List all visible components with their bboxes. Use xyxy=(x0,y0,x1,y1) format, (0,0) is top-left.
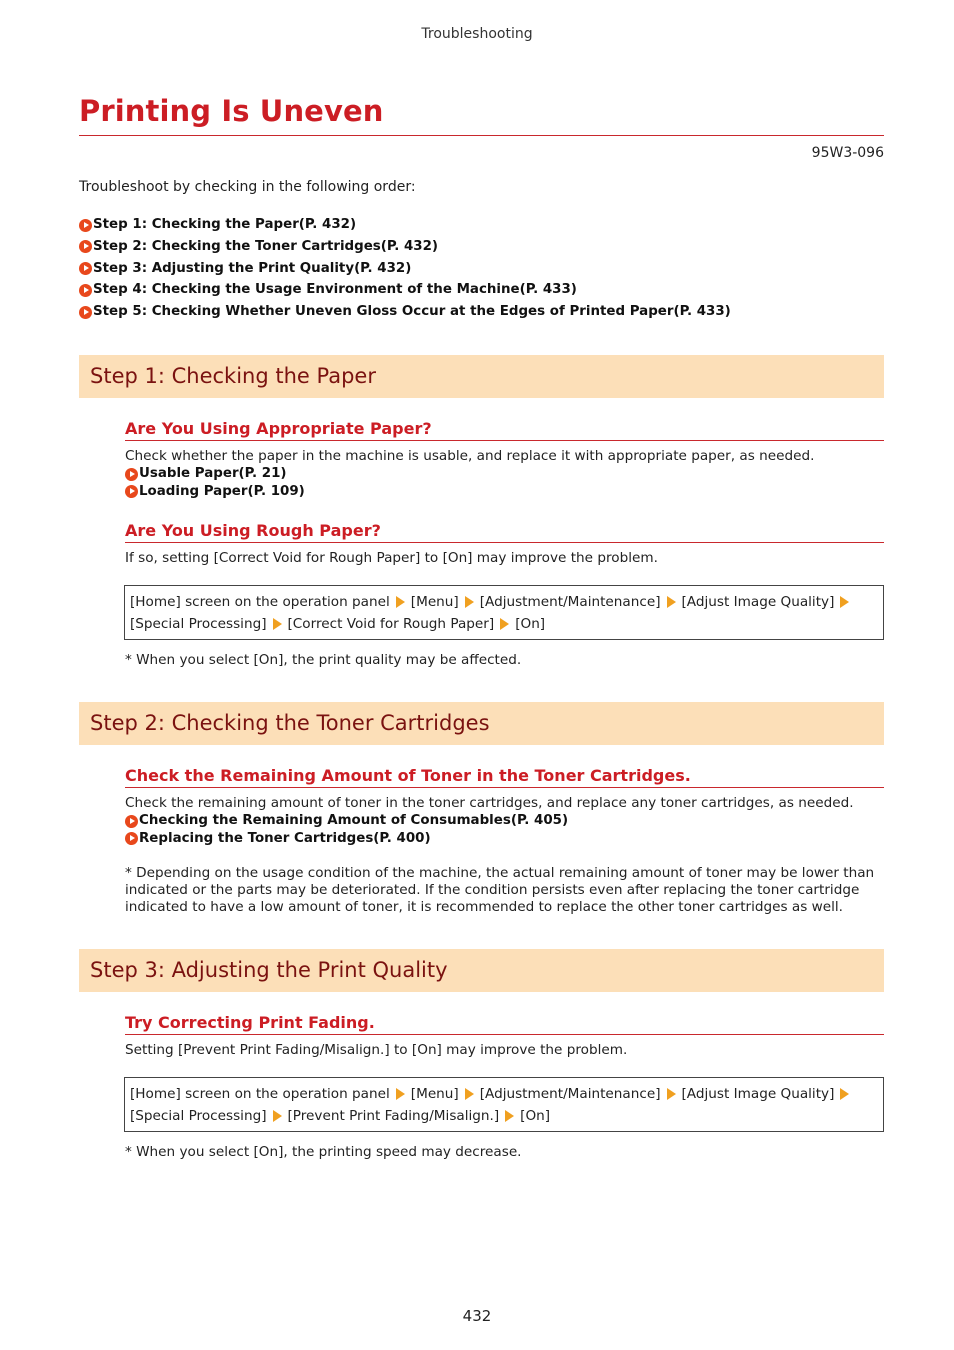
path-step: [Menu] xyxy=(410,1086,459,1102)
page-title: Printing Is Uneven xyxy=(79,94,384,128)
path-arrow-icon xyxy=(465,596,474,608)
appropriate-paper-heading: Are You Using Appropriate Paper? xyxy=(125,419,884,441)
path-arrow-icon xyxy=(465,1088,474,1100)
toner-amount-text: Check the remaining amount of toner in the toner cartridges, and replace any toner cartridges, as needed. xyxy=(125,795,854,811)
path-step: [Special Processing] xyxy=(130,616,267,632)
path-step: [Correct Void for Rough Paper] xyxy=(287,616,495,632)
title-divider xyxy=(79,135,884,136)
step-toc-list xyxy=(79,216,884,325)
rough-paper-heading: Are You Using Rough Paper? xyxy=(125,521,884,543)
note-line: * Depending on the usage condition of the machine, the actual remaining amount of toner may be lower than xyxy=(125,865,875,881)
rough-paper-note: * When you select [On], the print quality may be affected. xyxy=(125,652,522,668)
page-number: 432 xyxy=(462,1307,492,1325)
print-fading-heading: Try Correcting Print Fading. xyxy=(125,1013,884,1035)
step-2-heading: Step 2: Checking the Toner Cartridges xyxy=(90,711,490,735)
link-arrow-icon xyxy=(125,485,138,498)
toc-link-step-5[interactable] xyxy=(79,303,884,325)
toc-link-label: Step 3: Adjusting the Print Quality(P. 432) xyxy=(93,260,412,276)
link-label: Usable Paper(P. 21) xyxy=(139,466,287,481)
appropriate-paper-text: Check whether the paper in the machine is usable, and replace it with appropriate paper, as needed. xyxy=(125,448,815,464)
path-arrow-icon xyxy=(500,618,509,630)
path-step: [Home] screen on the operation panel xyxy=(130,594,390,610)
step-1-band xyxy=(79,355,884,398)
link-arrow-icon xyxy=(79,284,92,297)
path-step: [Adjustment/Maintenance] xyxy=(479,1086,661,1102)
appropriate-paper-links xyxy=(125,465,884,500)
link-arrow-icon xyxy=(125,832,138,845)
link-arrow-icon xyxy=(125,815,138,828)
link-label: Loading Paper(P. 109) xyxy=(139,483,305,499)
path-arrow-icon xyxy=(667,596,676,608)
link-arrow-icon xyxy=(79,240,92,253)
print-fading-note: * When you select [On], the printing speed may decrease. xyxy=(125,1144,522,1160)
intro-text: Troubleshoot by checking in the following order: xyxy=(79,179,416,195)
path-step: [Home] screen on the operation panel xyxy=(130,1086,390,1102)
path-arrow-icon xyxy=(396,596,405,608)
toner-amount-note xyxy=(125,865,884,916)
path-step: [Adjustment/Maintenance] xyxy=(479,594,661,610)
toc-link-step-4[interactable] xyxy=(79,281,884,303)
path-arrow-icon xyxy=(840,596,849,608)
toner-amount-links xyxy=(125,812,884,847)
toc-link-label: Step 4: Checking the Usage Environment of the Machine(P. 433) xyxy=(93,282,577,298)
path-step: [Special Processing] xyxy=(130,1108,267,1124)
rough-paper-menu-path xyxy=(124,585,884,640)
toner-amount-heading: Check the Remaining Amount of Toner in the Toner Cartridges. xyxy=(125,766,884,788)
rough-paper-text: If so, setting [Correct Void for Rough Paper] to [On] may improve the problem. xyxy=(125,550,658,566)
path-arrow-icon xyxy=(273,618,282,630)
link-arrow-icon xyxy=(79,262,92,275)
document-code: 95W3-096 xyxy=(811,145,884,161)
toc-link-step-1[interactable] xyxy=(79,216,884,238)
step-2-band xyxy=(79,702,884,745)
note-line: indicated or the parts may be deteriorated. If the condition persists even after replacing the toner cartridge xyxy=(125,882,860,898)
note-line: indicated to have a low amount of toner, it is recommended to replace the other toner cartridges as well. xyxy=(125,899,843,915)
step-3-band xyxy=(79,949,884,992)
path-arrow-icon xyxy=(505,1110,514,1122)
path-step: [Menu] xyxy=(410,594,459,610)
toc-link-label: Step 2: Checking the Toner Cartridges(P. 432) xyxy=(93,238,439,254)
toc-link-step-2[interactable] xyxy=(79,238,884,260)
path-arrow-icon xyxy=(396,1088,405,1100)
link-arrow-icon xyxy=(79,219,92,232)
path-arrow-icon xyxy=(667,1088,676,1100)
path-step: [Adjust Image Quality] xyxy=(681,594,835,610)
step-3-heading: Step 3: Adjusting the Print Quality xyxy=(90,958,448,982)
link-arrow-icon xyxy=(125,468,138,481)
print-fading-menu-path xyxy=(124,1077,884,1132)
print-fading-text: Setting [Prevent Print Fading/Misalign.] to [On] may improve the problem. xyxy=(125,1042,628,1058)
running-header: Troubleshooting xyxy=(421,26,533,42)
path-step: [Prevent Print Fading/Misalign.] xyxy=(287,1108,500,1124)
toc-link-step-3[interactable] xyxy=(79,260,884,282)
toc-link-label: Step 1: Checking the Paper(P. 432) xyxy=(93,217,357,232)
link-arrow-icon xyxy=(79,306,92,319)
step-1-heading: Step 1: Checking the Paper xyxy=(90,364,376,388)
path-arrow-icon xyxy=(273,1110,282,1122)
path-arrow-icon xyxy=(840,1088,849,1100)
link-usable-paper[interactable] xyxy=(125,465,884,483)
link-checking-consumables[interactable] xyxy=(125,812,884,830)
path-step: [On] xyxy=(520,1108,551,1124)
path-step: [On] xyxy=(515,616,546,632)
link-label: Replacing the Toner Cartridges(P. 400) xyxy=(139,830,431,846)
path-step: [Adjust Image Quality] xyxy=(681,1086,835,1102)
link-loading-paper[interactable] xyxy=(125,483,884,501)
link-replacing-toner[interactable] xyxy=(125,830,884,848)
link-label: Checking the Remaining Amount of Consumables(P. 405) xyxy=(139,813,569,828)
toc-link-label: Step 5: Checking Whether Uneven Gloss Occur at the Edges of Printed Paper(P. 433) xyxy=(93,304,731,320)
